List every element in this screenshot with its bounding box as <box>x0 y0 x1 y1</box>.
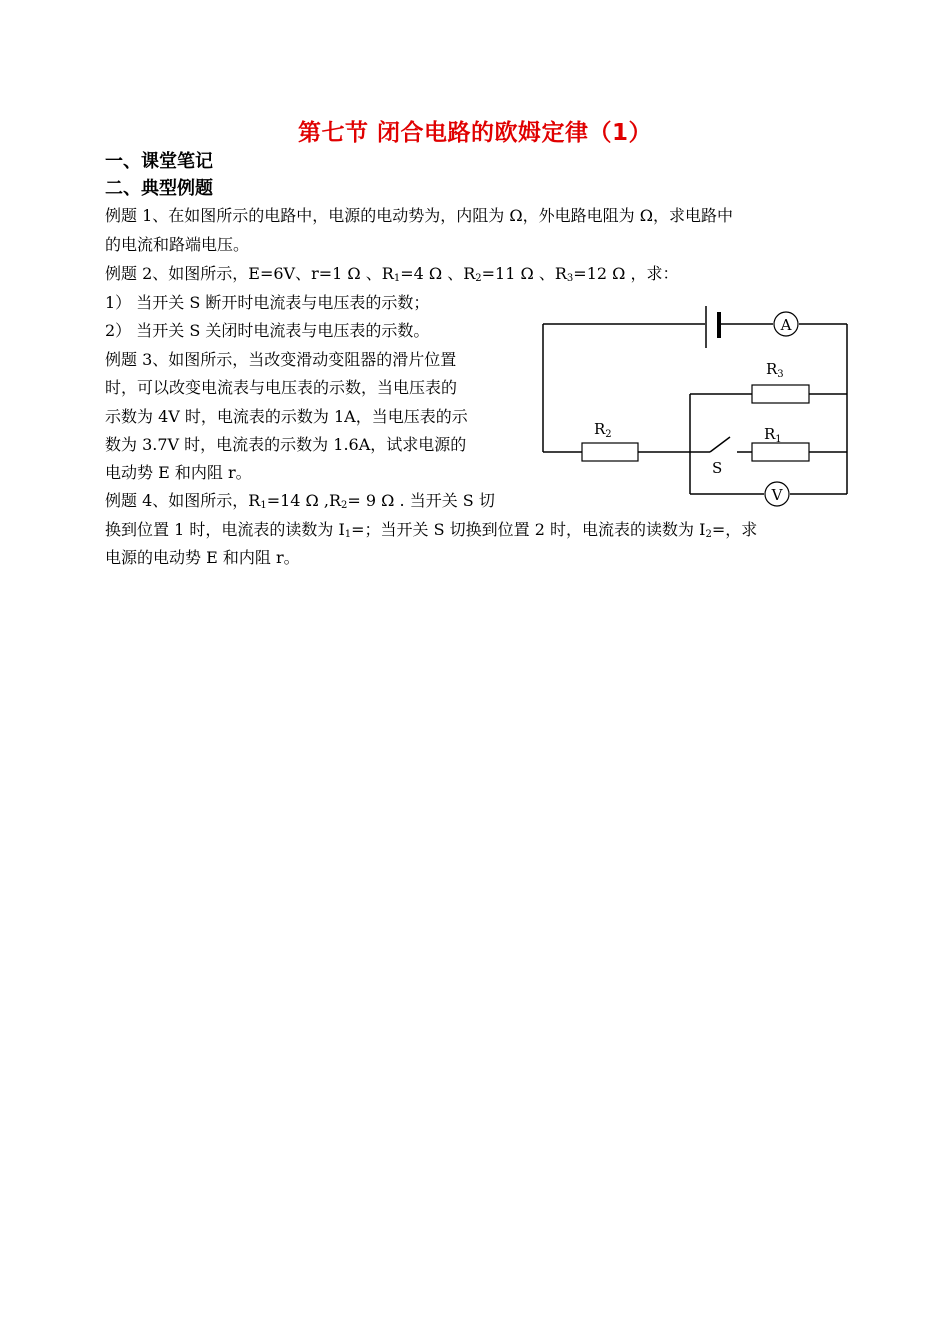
switch-label: S <box>712 459 723 477</box>
ammeter-label: A <box>780 316 792 334</box>
example3-line4: 数为 3.7V 时，电流表的示数为 1.6A，试求电源的 <box>105 435 467 454</box>
resistor-r3 <box>752 360 809 403</box>
voltmeter <box>765 482 789 506</box>
example4-line1-c: = 9 Ω . 当开关 S 切 <box>347 491 495 510</box>
example3-line1: 例题 3、如图所示，当改变滑动变阻器的滑片位置 <box>105 350 457 369</box>
battery-symbol <box>706 306 719 348</box>
example2-r3-value: =12 Ω ，求： <box>573 264 679 283</box>
example2-question2: 2） 当开关 S 关闭时电流表与电压表的示数。 <box>105 321 430 340</box>
example4-line2-c: =，求 <box>711 520 758 539</box>
example2-prefix: 例题 2、如图所示，E=6V、r=1 Ω 、R <box>105 264 394 283</box>
example2-r2-sub: 2 <box>475 273 482 284</box>
example2-r1-sub: 1 <box>393 273 401 284</box>
r2-label: $R_2$ <box>594 420 612 440</box>
example4-line2-sub1: 1 <box>344 529 352 540</box>
r3-label: $R_3$ <box>766 360 784 380</box>
example2-question1: 1） 当开关 S 断开时电流表与电压表的示数； <box>105 293 430 312</box>
circuit-diagram <box>540 296 852 504</box>
resistor-r1 <box>752 425 809 461</box>
example4-line3: 电源的电动势 E 和内阻 r。 <box>105 548 300 567</box>
example4-line1-sub1: 1 <box>260 500 267 511</box>
example4-line2-sub2: 2 <box>705 529 712 540</box>
example2-r3-sub: 3 <box>566 273 574 284</box>
example3-line3: 示数为 4V 时，电流表的示数为 1A，当电压表的示 <box>105 407 468 426</box>
example1-line1: 例题 1、在如图所示的电路中，电源的电动势为，内阻为 Ω，外电路电阻为 Ω，求电路中 <box>105 206 733 225</box>
example4-line2-b: =；当开关 S 切换到位置 2 时，电流表的读数为 I <box>351 520 706 539</box>
resistor-r2 <box>582 420 638 461</box>
example4-line2 <box>105 518 757 542</box>
example4-line2-a: 换到位置 1 时，电流表的读数为 I <box>105 520 345 539</box>
example2-r1-value: =4 Ω 、R <box>400 264 476 283</box>
example4-line1-sub2: 2 <box>341 500 348 511</box>
example3-line5: 电动势 E 和内阻 r。 <box>105 463 252 482</box>
heading-examples: 二、典型例题 <box>105 178 213 199</box>
example1-line2: 的电流和路端电压。 <box>105 235 250 254</box>
example2-line <box>105 262 679 286</box>
example3-line2: 时，可以改变电流表与电压表的示数，当电压表的 <box>105 378 458 397</box>
r1-label: $R_1$ <box>764 425 782 445</box>
page-title: 第七节 闭合电路的欧姆定律（1） <box>297 120 652 146</box>
heading-notes: 一、课堂笔记 <box>105 151 213 172</box>
example4-line1 <box>105 489 495 513</box>
ammeter <box>774 312 798 336</box>
circuit-wires <box>543 324 847 494</box>
example2-r2-value: =11 Ω 、R <box>481 264 567 283</box>
example4-line1-a: 例题 4、如图所示，R <box>105 491 261 510</box>
voltmeter-label: V <box>771 486 783 504</box>
example4-line1-b: =14 Ω ,R <box>266 491 342 510</box>
switch-s <box>710 437 730 477</box>
